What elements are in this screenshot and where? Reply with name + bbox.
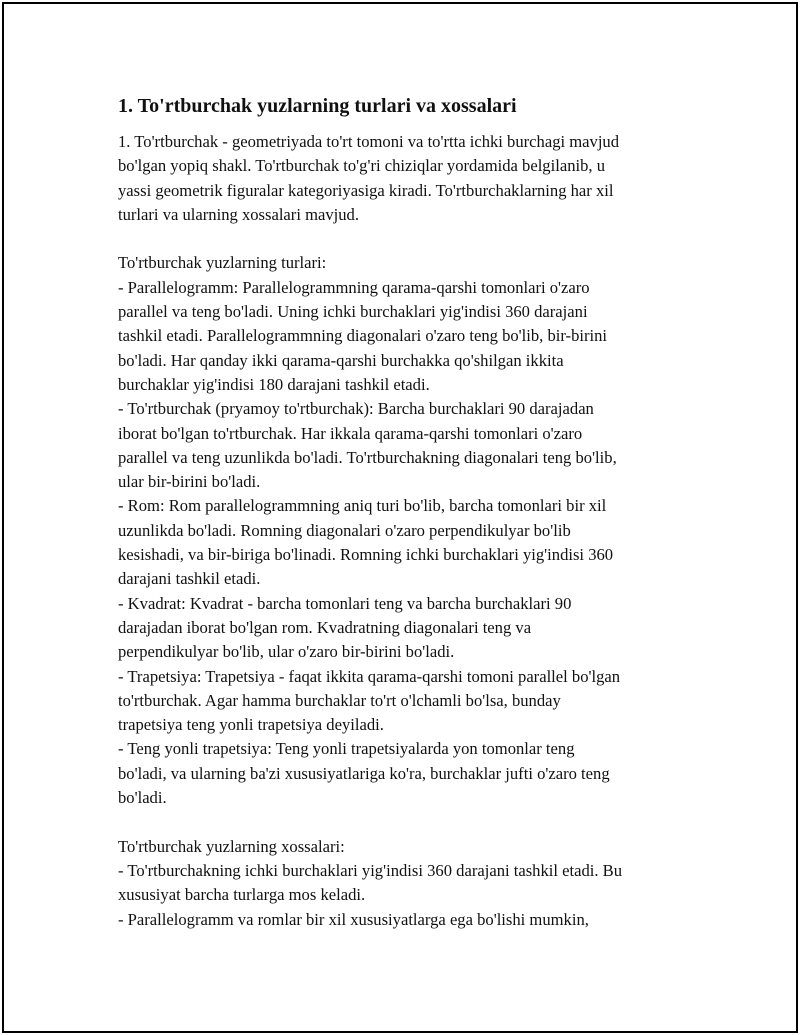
text-line: - Trapetsiya: Trapetsiya - faqat ikkita qarama-qarshi tomoni parallel bo'lgan — [118, 666, 621, 686]
types-heading: To'rtburchak yuzlarning turlari: — [118, 253, 327, 273]
properties-section — [118, 835, 688, 932]
document-text — [118, 130, 688, 932]
text-line: turlari va ularning xossalari mavjud. — [118, 204, 360, 224]
text-line: bo'lgan yopiq shakl. To'rtburchak to'g'ri chiziqlar yordamida belgilanib, u — [118, 156, 605, 176]
text-line: ular bir-birini bo'ladi. — [118, 472, 261, 492]
paragraph-gap — [118, 227, 688, 251]
properties-heading: To'rtburchak yuzlarning xossalari: — [118, 836, 345, 856]
text-line: - Teng yonli trapetsiya: Teng yonli trapetsiyalarda yon tomonlar teng — [118, 739, 575, 759]
text-line: - Parallelogramm va romlar bir xil xususiyatlarga ega bo'lishi mumkin, — [118, 909, 589, 929]
text-line: kesishadi, va bir-biriga bo'linadi. Romning ichki burchaklari yig'indisi 360 — [118, 545, 614, 565]
text-line: tashkil etadi. Parallelogrammning diagonalari o'zaro teng bo'lib, bir-birini — [118, 326, 608, 346]
text-line: bo'ladi, va ularning ba'zi xususiyatlariga ko'ra, burchaklar jufti o'zaro teng — [118, 763, 610, 783]
intro-paragraph — [118, 130, 688, 227]
text-line: iborat bo'lgan to'rtburchak. Har ikkala qarama-qarshi tomonlari o'zaro — [118, 423, 583, 443]
text-line: darajani tashkil etadi. — [118, 569, 261, 589]
text-line: parallel va teng uzunlikda bo'ladi. To'rtburchakning diagonalari teng bo'lib, — [118, 447, 617, 467]
document-title: 1. To'rtburchak yuzlarning turlari va xossalari — [118, 95, 517, 117]
text-line: to'rtburchak. Agar hamma burchaklar to'rt o'lchamli bo'lsa, bunday — [118, 690, 561, 710]
text-line: uzunlikda bo'ladi. Romning diagonalari o'zaro perpendikulyar bo'lib — [118, 520, 571, 540]
text-line: - Kvadrat: Kvadrat - barcha tomonlari teng va barcha burchaklari 90 — [118, 593, 572, 613]
text-line: burchaklar yig'indisi 180 darajani tashkil etadi. — [118, 374, 430, 394]
text-line: - To'rtburchak (pryamoy to'rtburchak): Barcha burchaklari 90 darajadan — [118, 399, 594, 419]
text-line: trapetsiya teng yonli trapetsiya deyiladi. — [118, 715, 384, 735]
text-line: parallel va teng bo'ladi. Uning ichki burchaklari yig'indisi 360 darajani — [118, 302, 588, 322]
text-line: yassi geometrik figuralar kategoriyasiga kiradi. To'rtburchaklarning har xil — [118, 180, 614, 200]
text-line: darajadan iborat bo'lgan rom. Kvadratning diagonalari teng va — [118, 617, 532, 637]
text-line: xususiyat barcha turlarga mos keladi. — [118, 885, 366, 905]
types-section — [118, 251, 688, 810]
text-line: - Parallelogramm: Parallelogrammning qarama-qarshi tomonlari o'zaro — [118, 277, 590, 297]
text-line: perpendikulyar bo'lib, ular o'zaro bir-birini bo'ladi. — [118, 642, 455, 662]
text-line: bo'ladi. — [118, 788, 167, 808]
text-line: - To'rtburchakning ichki burchaklari yig'indisi 360 darajani tashkil etadi. Bu — [118, 860, 623, 880]
document-body — [118, 92, 688, 932]
text-line: bo'ladi. Har qanday ikki qarama-qarshi burchakka qo'shilgan ikkita — [118, 350, 564, 370]
text-line: - Rom: Rom parallelogrammning aniq turi bo'lib, barcha tomonlari bir xil — [118, 496, 607, 516]
text-line: 1. To'rtburchak - geometriyada to'rt tomoni va to'rtta ichki burchagi mavjud — [118, 132, 620, 151]
paragraph-gap — [118, 810, 688, 834]
